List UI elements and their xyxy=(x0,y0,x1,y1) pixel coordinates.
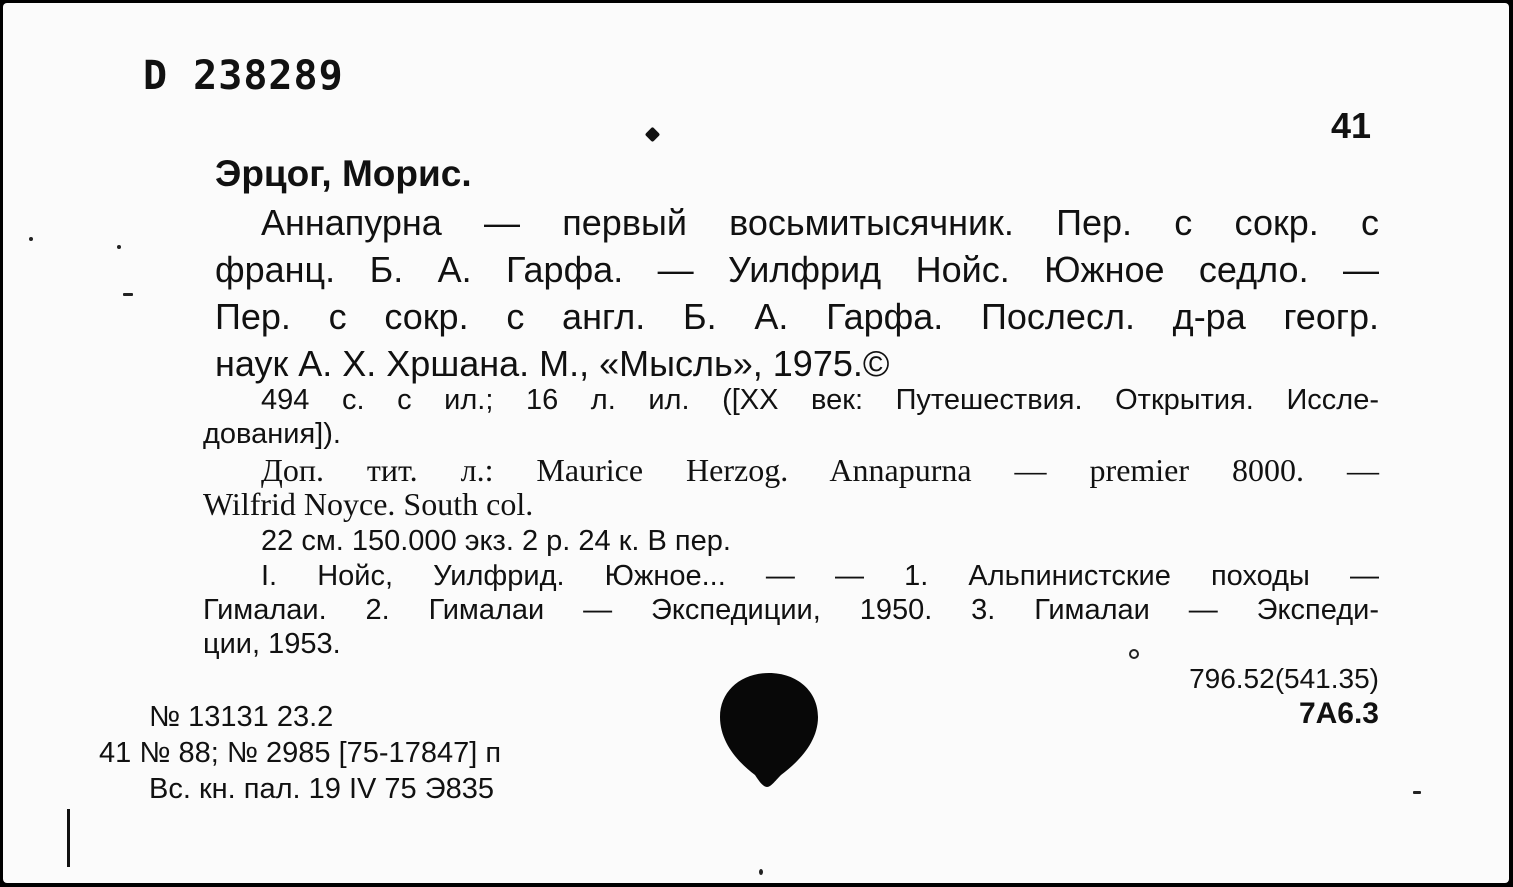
tracing-line: I. Нойс, Уилфрид. Южное... — — 1. Альпинистские походы — xyxy=(261,560,1379,592)
added-title-line: Доп. тит. л.: Maurice Herzog. Annapurna — premier 8000. — xyxy=(261,452,1379,488)
title-line: Аннапурна — первый восьмитысячник. Пер. с сокр. с xyxy=(261,202,1379,243)
author-heading: Эрцог, Морис. xyxy=(215,153,472,194)
card-number: D 238289 xyxy=(143,53,344,99)
speck xyxy=(1129,649,1139,659)
collation-line: 494 с. с ил.; 16 л. ил. ([XX век: Путешествия. Открытия. Иссле- xyxy=(261,384,1379,416)
collation-line: дования]). xyxy=(203,418,341,450)
accession-line: Вс. кн. пал. 19 IV 75 Э835 xyxy=(149,773,494,805)
title-line: наук А. Х. Хршана. М., «Мысль», 1975.© xyxy=(215,343,890,384)
tracing-line: ции, 1953. xyxy=(203,628,341,660)
speck xyxy=(759,869,763,875)
punch-hole-blot xyxy=(719,671,819,789)
accession-line: 41 № 88; № 2985 [75-17847] п xyxy=(99,737,502,769)
diamond-mark xyxy=(645,127,661,143)
classification-code: 7А6.3 xyxy=(1298,697,1379,730)
speck xyxy=(123,293,133,296)
speck xyxy=(1413,791,1421,794)
physical-description xyxy=(203,524,1379,558)
title-line: Пер. с сокр. с англ. Б. А. Гарфа. Послесл. д-ра геогр. xyxy=(215,296,1379,337)
physical-line: 22 см. 150.000 экз. 2 р. 24 к. В пер. xyxy=(261,525,731,557)
classification-number: 796.52(541.35) xyxy=(1189,663,1379,694)
page-number: 41 xyxy=(1331,105,1372,146)
tracing-line: Гималаи. 2. Гималаи — Экспедиции, 1950. 3. Гималаи — Экспеди- xyxy=(203,594,1379,626)
speck xyxy=(29,237,33,241)
catalog-card xyxy=(3,3,1509,883)
added-title xyxy=(203,453,1379,521)
accession-line: № 13131 23.2 xyxy=(149,701,334,733)
collation xyxy=(203,383,1379,451)
margin-line xyxy=(67,809,70,867)
title-line: франц. Б. А. Гарфа. — Уилфрид Нойс. Южное седло. — xyxy=(215,249,1379,290)
tracings xyxy=(203,559,1379,661)
title-statement xyxy=(215,199,1379,387)
speck xyxy=(117,245,121,249)
added-title-line: Wilfrid Noyce. South col. xyxy=(203,486,534,522)
